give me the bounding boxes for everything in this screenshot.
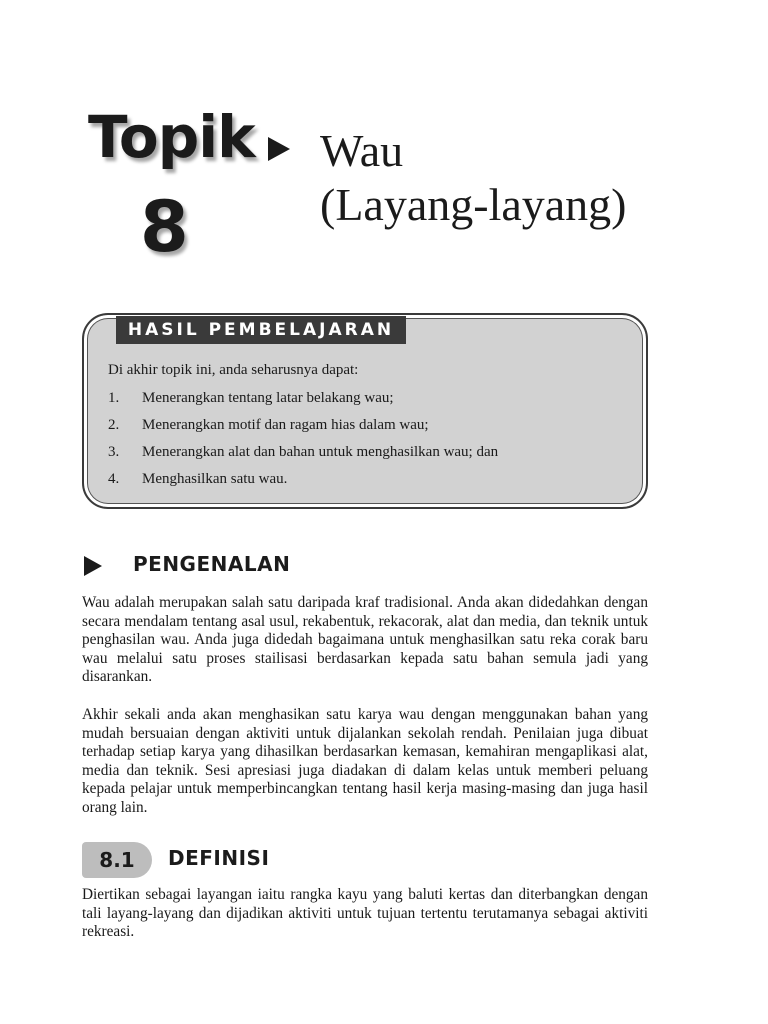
list-item — [108, 417, 498, 444]
topic-label: Topik — [88, 103, 255, 171]
item-number: 3. — [108, 444, 120, 460]
section-arrow-icon — [84, 556, 102, 576]
intro-paragraph-2: Akhir sekali anda akan menghasikan satu karya wau dengan menggunakan bahan yang mudah bersuaian dengan aktiviti untuk dijalankan sekolah rendah. Penilaian juga dibuat terhadap setiap karya yang dihasilkan berdasarkan kemasan, kemahiran mengaplikasi alat, media dan teknik. Sesi apresiasi juga diadakan di dalam kelas untuk memberi peluang kepada pelajar untuk memperbincangkan tentang hasil kerja masing-masing dan juga hasil orang lain. — [82, 706, 648, 816]
title-line-2: (Layang-layang) — [320, 179, 627, 230]
item-text: Menerangkan tentang latar belakang wau; — [142, 390, 394, 406]
play-arrow-icon — [268, 137, 290, 161]
title-line-1: Wau — [320, 125, 404, 176]
section-heading-definisi: DEFINISI — [168, 846, 270, 870]
list-item — [108, 471, 498, 498]
section-heading-pengenalan: PENGENALAN — [133, 552, 291, 576]
item-text: Menerangkan alat dan bahan untuk menghasilkan wau; dan — [142, 444, 499, 460]
item-number: 4. — [108, 471, 120, 487]
item-number: 2. — [108, 417, 120, 433]
list-item — [108, 390, 498, 417]
learning-outcomes-list — [108, 390, 498, 498]
learning-outcomes-intro: Di akhir topik ini, anda seharusnya dapat: — [108, 362, 359, 378]
learning-outcomes-label: HASIL PEMBELAJARAN — [116, 316, 406, 344]
item-text: Menghasilkan satu wau. — [142, 471, 288, 487]
item-text: Menerangkan motif dan ragam hias dalam wau; — [142, 417, 429, 433]
page-title — [320, 124, 627, 232]
definition-paragraph: Diertikan sebagai layangan iaitu rangka kayu yang baluti kertas dan diterbangkan dengan tali layang-layang dan dijadikan aktiviti untuk tujuan tertentu terutamanya sebagai aktiviti rekreasi. — [82, 886, 648, 941]
item-number: 1. — [108, 390, 120, 406]
intro-paragraph-1: Wau adalah merupakan salah satu daripada kraf tradisional. Anda akan didedahkan dengan secara mendalam tentang asal usul, rekabentuk, rekacorak, alat dan media, dan teknik untuk penghasilan wau. Anda juga didedah bagaimana untuk menghasilkan satu reka corak baru wau melalui satu proses stailisasi berdasarkan kepada satu bahan semula jadi yang disarankan. — [82, 594, 648, 686]
section-number-badge: 8.1 — [82, 842, 152, 878]
list-item — [108, 444, 498, 471]
topic-number: 8 — [140, 186, 189, 268]
